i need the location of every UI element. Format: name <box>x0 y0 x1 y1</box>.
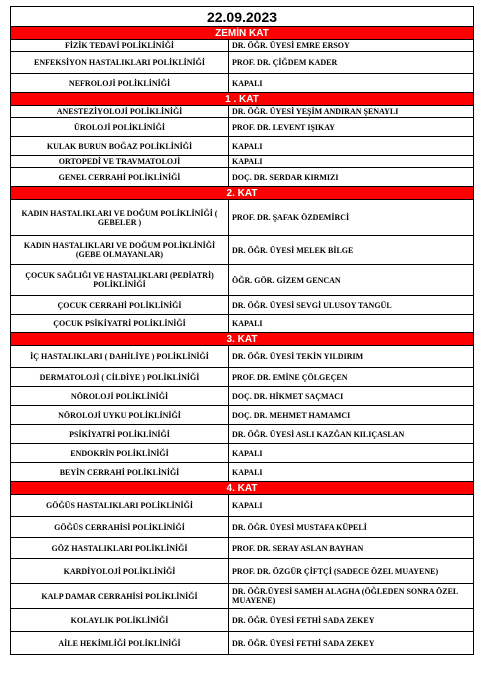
doctor-cell: DR. ÖĞR. ÜYESİ ASLI KAZĞAN KILIÇASLAN <box>229 425 474 444</box>
department-cell: PSİKİYATRİ POLİKLİNİĞİ <box>11 425 229 444</box>
department-cell: İÇ HASTALIKLARI ( DAHİLİYE ) POLİKLİNİĞİ <box>11 346 229 368</box>
doctor-cell: DR. ÖĞR. ÜYESİ FETHİ SADA ZEKEY <box>229 632 474 655</box>
doctor-cell: KAPALI <box>229 463 474 482</box>
doctor-cell: DR. ÖĞR. ÜYESİ FETHİ SADA ZEKEY <box>229 609 474 632</box>
doctor-cell: KAPALI <box>229 315 474 333</box>
clinic-row <box>11 137 474 156</box>
department-cell: ANESTEZİYOLOJİ POLİKLİNİĞİ <box>11 106 229 118</box>
department-cell: AİLE HEKİMLİĞİ POLİKLİNİĞİ <box>11 632 229 655</box>
department-cell: ÜROLOJİ POLİKLİNİĞİ <box>11 118 229 137</box>
clinic-row <box>11 296 474 315</box>
clinic-row <box>11 40 474 52</box>
clinic-row <box>11 538 474 559</box>
clinic-row <box>11 156 474 168</box>
clinic-row <box>11 632 474 655</box>
clinic-row <box>11 118 474 137</box>
floor-title: 2. KAT <box>11 187 474 200</box>
doctor-cell: DR. ÖĞR. ÜYESİ EMRE ERSOY <box>229 40 474 52</box>
floor-header-row <box>11 93 474 106</box>
department-cell: GÖĞÜS HASTALIKLARI POLİKLİNİĞİ <box>11 495 229 517</box>
department-cell: KOLAYLIK POLİKLİNİĞİ <box>11 609 229 632</box>
doctor-cell: DR. ÖĞR.ÜYESİ SAMEH ALAGHA (ÖĞLEDEN SONRA ÖZEL MUAYENE) <box>229 584 474 609</box>
department-cell: BEYİN CERRAHİ POLİKLİNİĞİ <box>11 463 229 482</box>
doctor-cell: DR. ÖĞR. ÜYESİ TEKİN YILDIRIM <box>229 346 474 368</box>
floor-title: ZEMİN KAT <box>11 27 474 40</box>
clinic-row <box>11 444 474 463</box>
doctor-cell: PROF. DR. SERAY ASLAN BAYHAN <box>229 538 474 559</box>
doctor-cell: DOÇ. DR. MEHMET HAMAMCI <box>229 406 474 425</box>
clinic-row <box>11 168 474 187</box>
floor-header-row <box>11 333 474 346</box>
doctor-cell: PROF. DR. LEVENT IŞIKAY <box>229 118 474 137</box>
doctor-cell: ÖĞR. GÖR. GİZEM GENCAN <box>229 265 474 296</box>
department-cell: ÇOCUK CERRAHİ POLİKLİNİĞİ <box>11 296 229 315</box>
doctor-cell: KAPALI <box>229 444 474 463</box>
department-cell: FİZİK TEDAVİ POLİKLİNİĞİ <box>11 40 229 52</box>
doctor-cell: PROF. DR. ŞAFAK ÖZDEMİRCİ <box>229 200 474 236</box>
clinic-row <box>11 346 474 368</box>
clinic-row <box>11 368 474 387</box>
doctor-cell: KAPALI <box>229 495 474 517</box>
clinic-row <box>11 265 474 296</box>
clinic-row <box>11 495 474 517</box>
floor-header-row <box>11 27 474 40</box>
department-cell: GÖĞÜS CERRAHİSİ POLİKLİNİĞİ <box>11 517 229 538</box>
clinic-row <box>11 559 474 584</box>
department-cell: ORTOPEDİ VE TRAVMATOLOJİ <box>11 156 229 168</box>
clinic-row <box>11 106 474 118</box>
clinic-row <box>11 609 474 632</box>
clinic-row <box>11 517 474 538</box>
floor-title: 3. KAT <box>11 333 474 346</box>
department-cell: KARDİYOLOJİ POLİKLİNİĞİ <box>11 559 229 584</box>
department-cell: ENFEKSİYON HASTALIKLARI POLİKLİNİĞİ <box>11 52 229 74</box>
clinic-row <box>11 425 474 444</box>
schedule-body <box>11 7 474 655</box>
doctor-cell: DR. ÖĞR. ÜYESİ SEVGİ ULUSOY TANGÜL <box>229 296 474 315</box>
doctor-cell: PROF. DR. ÖZGÜR ÇİFTÇİ (SADECE ÖZEL MUAYENE) <box>229 559 474 584</box>
doctor-cell: DOÇ. DR. HİKMET SAÇMACI <box>229 387 474 406</box>
department-cell: NÖROLOJİ UYKU POLİKLİNİĞİ <box>11 406 229 425</box>
department-cell: KADIN HASTALIKLARI VE DOĞUM POLİKLİNİĞİ ( GEBELER ) <box>11 200 229 236</box>
clinic-row <box>11 315 474 333</box>
department-cell: ÇOCUK SAĞLIĞI VE HASTALIKLARI (PEDİATRİ) POLİKLİNİĞİ <box>11 265 229 296</box>
department-cell: NEFROLOJİ POLİKLİNİĞİ <box>11 74 229 93</box>
doctor-cell: DOÇ. DR. SERDAR KIRMIZI <box>229 168 474 187</box>
schedule-sheet <box>10 6 473 655</box>
department-cell: KULAK BURUN BOĞAZ POLİKLİNİĞİ <box>11 137 229 156</box>
clinic-row <box>11 387 474 406</box>
clinic-row <box>11 463 474 482</box>
department-cell: ÇOCUK PSİKİYATRİ POLİKLİNİĞİ <box>11 315 229 333</box>
date-row <box>11 7 474 27</box>
department-cell: GÖZ HASTALIKLARI POLİKLİNİĞİ <box>11 538 229 559</box>
floor-title: 4. KAT <box>11 482 474 495</box>
doctor-cell: KAPALI <box>229 74 474 93</box>
clinic-row <box>11 52 474 74</box>
doctor-cell: KAPALI <box>229 137 474 156</box>
department-cell: ENDOKRİN POLİKLİNİĞİ <box>11 444 229 463</box>
department-cell: NÖROLOJİ POLİKLİNİĞİ <box>11 387 229 406</box>
clinic-row <box>11 236 474 265</box>
department-cell: GENEL CERRAHİ POLİKLİNİĞİ <box>11 168 229 187</box>
floor-header-row <box>11 482 474 495</box>
doctor-cell: DR. ÖĞR. ÜYESİ MELEK BİLGE <box>229 236 474 265</box>
clinic-row <box>11 74 474 93</box>
doctor-cell: PROF. DR. ÇİĞDEM KADER <box>229 52 474 74</box>
floor-header-row <box>11 187 474 200</box>
department-cell: KALP DAMAR CERRAHİSİ POLİKLİNİĞİ <box>11 584 229 609</box>
doctor-cell: KAPALI <box>229 156 474 168</box>
doctor-cell: PROF. DR. EMİNE ÇÖLGEÇEN <box>229 368 474 387</box>
clinic-row <box>11 200 474 236</box>
floor-title: 1 . KAT <box>11 93 474 106</box>
clinic-row <box>11 584 474 609</box>
clinic-schedule-table <box>10 6 474 655</box>
doctor-cell: DR. ÖĞR. ÜYESİ YEŞİM ANDIRAN ŞENAYLI <box>229 106 474 118</box>
department-cell: KADIN HASTALIKLARI VE DOĞUM POLİKLİNİĞİ (GEBE OLMAYANLAR) <box>11 236 229 265</box>
department-cell: DERMATOLOJİ ( CİLDİYE ) POLİKLİNİĞİ <box>11 368 229 387</box>
doctor-cell: DR. ÖĞR. ÜYESİ MUSTAFA KÜPELİ <box>229 517 474 538</box>
schedule-date: 22.09.2023 <box>11 7 474 27</box>
clinic-row <box>11 406 474 425</box>
